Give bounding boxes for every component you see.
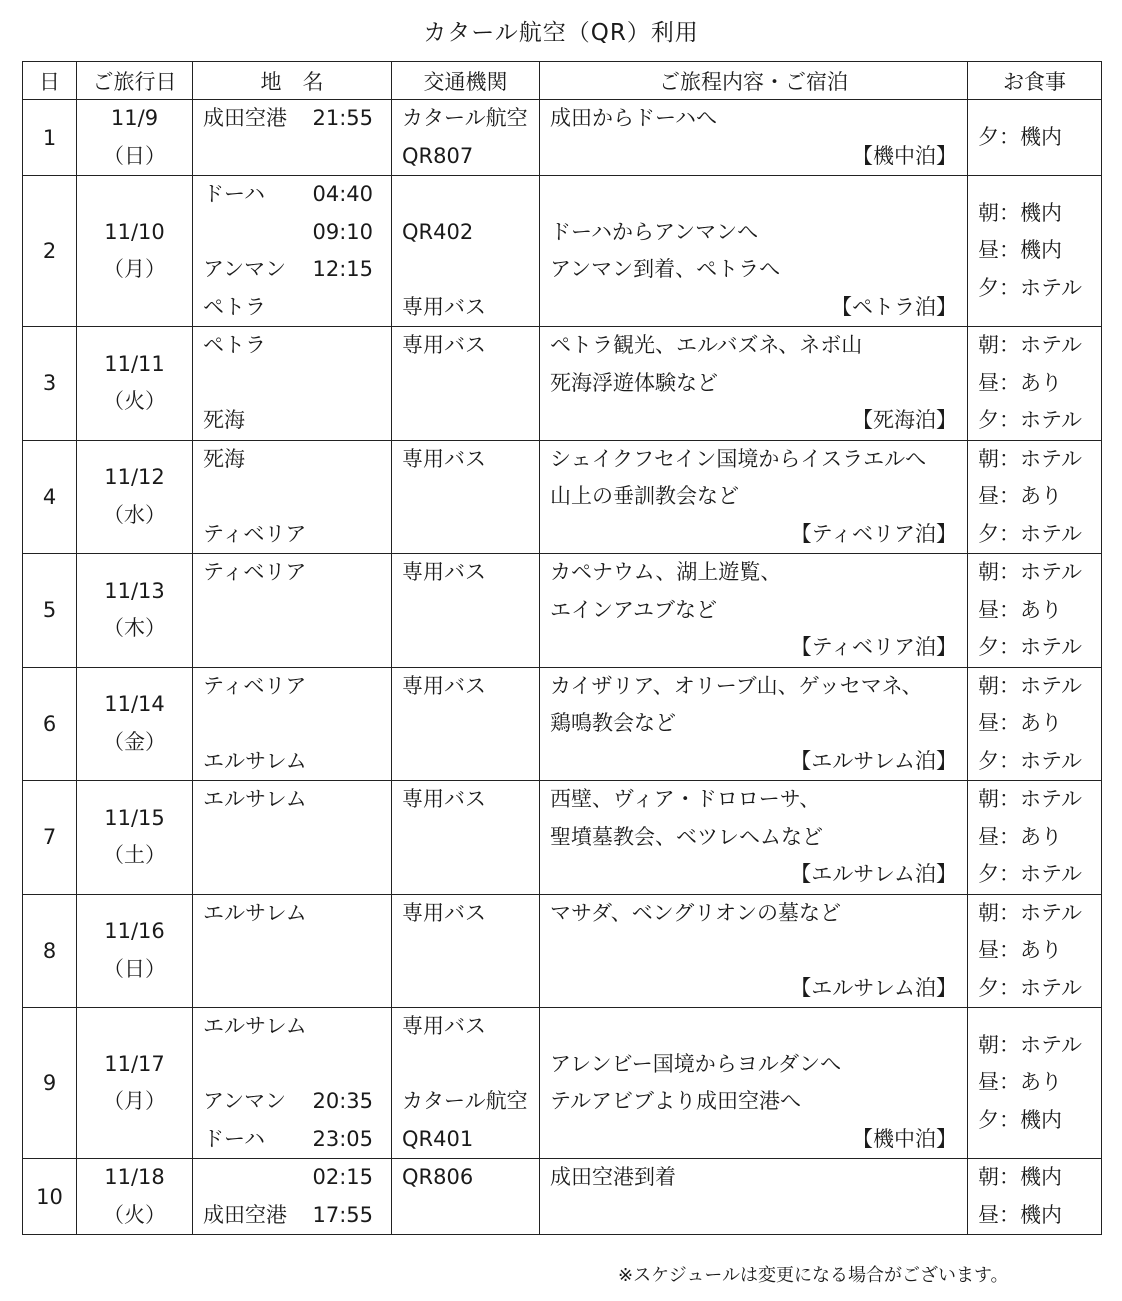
date-line: （月） bbox=[103, 257, 166, 281]
transport-cell bbox=[392, 100, 540, 176]
meal-line: 昼：あり bbox=[978, 711, 1062, 735]
place-name: ティベリア bbox=[203, 521, 307, 546]
transport-cell bbox=[392, 1008, 540, 1159]
meal-line: 夕：機内 bbox=[978, 124, 1062, 149]
place-time: 23:05 bbox=[312, 1126, 373, 1151]
transport-line: QR402 bbox=[402, 219, 474, 244]
travel-date-cell bbox=[77, 176, 193, 327]
place-line bbox=[203, 1046, 373, 1084]
place-name: アンマン bbox=[203, 1089, 287, 1113]
travel-date bbox=[77, 1046, 192, 1121]
place-line bbox=[203, 895, 373, 933]
transport-line bbox=[402, 970, 529, 1008]
transport-line: 専用バス bbox=[402, 446, 486, 471]
place-cell bbox=[193, 781, 392, 895]
transport-line bbox=[402, 705, 529, 743]
transport-line: QR807 bbox=[402, 143, 474, 168]
transport-line: QR401 bbox=[402, 1126, 474, 1151]
place-cell bbox=[193, 1159, 392, 1235]
meal-line: 夕：ホテル bbox=[978, 275, 1082, 300]
meal-line: 朝：ホテル bbox=[978, 900, 1082, 925]
transport-line bbox=[402, 365, 529, 403]
transport-line bbox=[402, 478, 529, 516]
place-line bbox=[203, 1197, 373, 1235]
meal-line: 朝：ホテル bbox=[978, 1032, 1082, 1057]
travel-date bbox=[77, 573, 192, 648]
meal-line: 夕：ホテル bbox=[978, 975, 1082, 1000]
place-cell bbox=[193, 176, 392, 327]
place-time: 17:55 bbox=[312, 1202, 373, 1227]
place-line bbox=[203, 554, 373, 592]
meal-line: 昼：あり bbox=[978, 938, 1062, 962]
travel-date-cell bbox=[77, 894, 193, 1008]
table-row bbox=[23, 176, 1102, 327]
meal-line: 昼：あり bbox=[978, 1070, 1062, 1095]
transport-list bbox=[392, 327, 539, 440]
table-row bbox=[23, 440, 1102, 554]
place-name: アンマン bbox=[203, 257, 287, 281]
lodging-label: 【エルサレム泊】 bbox=[790, 862, 957, 886]
travel-date bbox=[77, 100, 192, 175]
travel-date bbox=[77, 459, 192, 534]
itinerary-cell bbox=[540, 176, 968, 327]
meal-line: 昼：あり bbox=[978, 370, 1062, 395]
schedule-footnote: ※スケジュールは変更になる場合がございます。 bbox=[618, 1265, 1009, 1286]
date-line: （日） bbox=[103, 956, 166, 981]
meal-line: 朝：ホテル bbox=[978, 333, 1082, 357]
meal-line: 昼：あり bbox=[978, 597, 1062, 622]
place-time: 09:10 bbox=[312, 219, 373, 244]
lodging-label: 【エルサレム泊】 bbox=[790, 975, 957, 1000]
lodging-label: 【エルサレム泊】 bbox=[790, 748, 957, 773]
meal-line: 夕：ホテル bbox=[978, 862, 1082, 886]
transport-list bbox=[392, 781, 539, 894]
travel-date-cell bbox=[77, 1008, 193, 1159]
place-line bbox=[203, 629, 373, 667]
transport-line bbox=[402, 1197, 529, 1235]
meals-list bbox=[968, 895, 1101, 1008]
place-line bbox=[203, 516, 373, 554]
day-number: 8 bbox=[23, 894, 77, 1008]
travel-date-cell bbox=[77, 100, 193, 176]
table-row bbox=[23, 1008, 1102, 1159]
transport-list bbox=[392, 1159, 539, 1234]
transport-line: 専用バス bbox=[402, 1014, 486, 1038]
meals-list bbox=[968, 668, 1101, 781]
itinerary-line: ペトラ観光、エルバズネ、ネボ山 bbox=[550, 333, 863, 357]
place-line bbox=[203, 100, 373, 138]
itinerary-line: 成田からドーハへ bbox=[550, 106, 717, 130]
place-line bbox=[203, 1083, 373, 1121]
transport-line: 専用バス bbox=[402, 787, 486, 811]
travel-date-cell bbox=[77, 781, 193, 895]
place-time: 21:55 bbox=[312, 106, 373, 130]
meals-cell bbox=[968, 100, 1102, 176]
meal-line: 昼：機内 bbox=[978, 1202, 1062, 1227]
itinerary-cell bbox=[540, 440, 968, 554]
place-line bbox=[203, 1008, 373, 1046]
table-row bbox=[23, 667, 1102, 781]
itinerary-content bbox=[540, 100, 967, 175]
transport-cell bbox=[392, 554, 540, 668]
meal-line: 昼：あり bbox=[978, 824, 1062, 849]
transport-line: 専用バス bbox=[402, 560, 486, 584]
place-name: ティベリア bbox=[203, 560, 307, 584]
meal-line: 朝：機内 bbox=[978, 200, 1062, 225]
lodging-label: 【機中泊】 bbox=[852, 1126, 957, 1151]
place-line bbox=[203, 781, 373, 819]
travel-date bbox=[77, 800, 192, 875]
place-list bbox=[193, 895, 391, 1008]
place-list bbox=[193, 176, 391, 326]
itinerary-line: アレンビー国境からヨルダンへ bbox=[550, 1051, 842, 1076]
date-line: （土） bbox=[103, 843, 166, 868]
place-line bbox=[203, 251, 373, 289]
table-row bbox=[23, 554, 1102, 668]
meals-cell bbox=[968, 176, 1102, 327]
meals-cell bbox=[968, 440, 1102, 554]
lodging-label: 【ペトラ泊】 bbox=[831, 294, 957, 319]
date-line: 11/13 bbox=[104, 578, 165, 603]
date-line: （月） bbox=[103, 1089, 166, 1113]
itinerary-cell bbox=[540, 667, 968, 781]
transport-line: 専用バス bbox=[402, 294, 486, 319]
itinerary-body bbox=[23, 100, 1102, 1235]
lodging-label bbox=[550, 1197, 957, 1235]
meal-line: 夕：ホテル bbox=[978, 408, 1082, 432]
lodging-label: 【死海泊】 bbox=[852, 408, 957, 432]
itinerary-content bbox=[540, 668, 967, 781]
meals-list bbox=[968, 554, 1101, 667]
place-line bbox=[203, 365, 373, 403]
itinerary-line: シェイクフセイン国境からイスラエルへ bbox=[550, 446, 927, 471]
meals-list bbox=[968, 1027, 1101, 1140]
place-name: ティベリア bbox=[203, 673, 307, 698]
itinerary-content bbox=[540, 895, 967, 1008]
day-number: 5 bbox=[23, 554, 77, 668]
place-time: 02:15 bbox=[312, 1165, 373, 1189]
place-cell bbox=[193, 1008, 392, 1159]
meals-cell bbox=[968, 554, 1102, 668]
meals-cell bbox=[968, 781, 1102, 895]
itinerary-line: カイザリア、オリーブ山、ゲッセマネ、 bbox=[550, 673, 923, 698]
table-row bbox=[23, 894, 1102, 1008]
travel-date bbox=[77, 686, 192, 761]
transport-list bbox=[392, 554, 539, 667]
day-number: 4 bbox=[23, 440, 77, 554]
table-row bbox=[23, 100, 1102, 176]
transport-list bbox=[392, 895, 539, 1008]
date-line: 11/14 bbox=[104, 692, 165, 717]
place-line bbox=[203, 1159, 373, 1197]
meal-line: 朝：ホテル bbox=[978, 673, 1082, 698]
day-number: 2 bbox=[23, 176, 77, 327]
place-line bbox=[203, 970, 373, 1008]
header-place: 地 名 bbox=[193, 62, 392, 100]
meal-line: 朝：機内 bbox=[978, 1165, 1062, 1189]
date-line: 11/10 bbox=[104, 219, 165, 244]
itinerary-cell bbox=[540, 100, 968, 176]
transport-cell bbox=[392, 667, 540, 781]
travel-date bbox=[77, 913, 192, 988]
place-line bbox=[203, 743, 373, 781]
meal-line: 夕：ホテル bbox=[978, 748, 1082, 773]
place-name: エルサレム bbox=[203, 787, 307, 811]
itinerary-line: カペナウム、湖上遊覧、 bbox=[550, 560, 782, 584]
day-number: 7 bbox=[23, 781, 77, 895]
place-line bbox=[203, 668, 373, 706]
itinerary-line: 西壁、ヴィア・ドロローサ、 bbox=[550, 787, 821, 811]
header-date: ご旅行日 bbox=[77, 62, 193, 100]
place-list bbox=[193, 1159, 391, 1234]
date-line: 11/11 bbox=[104, 351, 165, 376]
place-line bbox=[203, 478, 373, 516]
itinerary-line: 成田空港到着 bbox=[550, 1165, 676, 1189]
itinerary-cell bbox=[540, 327, 968, 441]
place-list bbox=[193, 1008, 391, 1158]
meal-line: 朝：ホテル bbox=[978, 446, 1082, 471]
place-line bbox=[203, 1121, 373, 1159]
place-list bbox=[193, 554, 391, 667]
place-line bbox=[203, 441, 373, 479]
travel-date-cell bbox=[77, 667, 193, 781]
place-line bbox=[203, 402, 373, 440]
itinerary-line: アンマン到着、ペトラへ bbox=[550, 257, 781, 281]
itinerary-line bbox=[550, 176, 957, 214]
lodging-label: 【機中泊】 bbox=[852, 143, 957, 168]
meals-list bbox=[968, 1159, 1101, 1234]
meals-cell bbox=[968, 327, 1102, 441]
itinerary-content bbox=[540, 327, 967, 440]
meals-cell bbox=[968, 1159, 1102, 1235]
page-title: カタール航空（QR）利用 bbox=[423, 20, 699, 46]
travel-date bbox=[77, 214, 192, 289]
meal-line: 朝：ホテル bbox=[978, 787, 1082, 811]
meal-line: 昼：機内 bbox=[978, 238, 1062, 263]
transport-list bbox=[392, 100, 539, 175]
place-line bbox=[203, 856, 373, 894]
itinerary-line bbox=[550, 1008, 957, 1046]
place-time: 04:40 bbox=[312, 182, 373, 206]
place-line bbox=[203, 705, 373, 743]
itinerary-line: マサダ、ベングリオンの墓など bbox=[550, 900, 842, 925]
place-list bbox=[193, 668, 391, 781]
lodging-label: 【ティベリア泊】 bbox=[790, 521, 957, 546]
place-name: エルサレム bbox=[203, 1014, 307, 1038]
transport-line bbox=[402, 1046, 529, 1084]
day-number: 1 bbox=[23, 100, 77, 176]
transport-line: 専用バス bbox=[402, 900, 486, 925]
date-line: 11/16 bbox=[104, 919, 165, 944]
place-list bbox=[193, 100, 391, 175]
transport-list bbox=[392, 441, 539, 554]
meals-list bbox=[968, 441, 1101, 554]
place-cell bbox=[193, 894, 392, 1008]
itinerary-line bbox=[550, 932, 957, 970]
itinerary-content bbox=[540, 1159, 967, 1234]
place-name: エルサレム bbox=[203, 748, 307, 773]
place-name: エルサレム bbox=[203, 900, 307, 925]
transport-cell bbox=[392, 440, 540, 554]
transport-line bbox=[402, 251, 529, 289]
travel-date bbox=[77, 1159, 192, 1234]
place-cell bbox=[193, 554, 392, 668]
place-cell bbox=[193, 327, 392, 441]
transport-line bbox=[402, 856, 529, 894]
meals-list bbox=[968, 195, 1101, 308]
day-number: 3 bbox=[23, 327, 77, 441]
travel-date-cell bbox=[77, 554, 193, 668]
transport-line bbox=[402, 402, 529, 440]
place-name: 成田空港 bbox=[203, 106, 287, 130]
date-line: 11/18 bbox=[104, 1165, 165, 1189]
travel-date-cell bbox=[77, 327, 193, 441]
place-line bbox=[203, 327, 373, 365]
place-name: 成田空港 bbox=[203, 1202, 287, 1227]
transport-line: QR806 bbox=[402, 1165, 474, 1189]
itinerary-line: 山上の垂訓教会など bbox=[550, 484, 739, 508]
place-name: ドーハ bbox=[203, 1126, 265, 1151]
meal-line: 夕：ホテル bbox=[978, 635, 1082, 659]
travel-date-cell bbox=[77, 440, 193, 554]
transport-cell bbox=[392, 176, 540, 327]
date-line: （水） bbox=[103, 502, 166, 527]
itinerary-content bbox=[540, 176, 967, 326]
day-number: 9 bbox=[23, 1008, 77, 1159]
place-line bbox=[203, 214, 373, 252]
itinerary-content bbox=[540, 554, 967, 667]
place-name: ペトラ bbox=[203, 294, 266, 319]
date-line: 11/15 bbox=[104, 805, 165, 830]
meal-line: 昼：あり bbox=[978, 484, 1062, 508]
date-line: （火） bbox=[103, 1202, 166, 1227]
date-line: （木） bbox=[103, 616, 166, 641]
date-line: 11/17 bbox=[104, 1051, 165, 1076]
transport-list bbox=[392, 668, 539, 781]
meal-line: 朝：ホテル bbox=[978, 560, 1082, 584]
transport-line: 専用バス bbox=[402, 333, 486, 357]
place-line bbox=[203, 138, 373, 176]
meals-cell bbox=[968, 667, 1102, 781]
header-day: 日 bbox=[23, 62, 77, 100]
header-itinerary: ご旅程内容・ご宿泊 bbox=[540, 62, 968, 100]
header-row bbox=[23, 62, 1102, 100]
place-time: 12:15 bbox=[312, 257, 373, 281]
transport-list bbox=[392, 176, 539, 326]
itinerary-line: ドーハからアンマンへ bbox=[550, 219, 759, 244]
itinerary-cell bbox=[540, 781, 968, 895]
date-line: 11/9 bbox=[110, 106, 159, 130]
itinerary-cell bbox=[540, 1008, 968, 1159]
header-meals: お食事 bbox=[968, 62, 1102, 100]
place-name: ドーハ bbox=[203, 182, 265, 206]
itinerary-cell bbox=[540, 554, 968, 668]
table-row bbox=[23, 781, 1102, 895]
travel-date-cell bbox=[77, 1159, 193, 1235]
place-list bbox=[193, 441, 391, 554]
place-cell bbox=[193, 440, 392, 554]
meal-line: 夕：機内 bbox=[978, 1107, 1062, 1132]
table-row bbox=[23, 327, 1102, 441]
transport-line bbox=[402, 592, 529, 630]
place-list bbox=[193, 781, 391, 894]
place-cell bbox=[193, 100, 392, 176]
transport-line: 専用バス bbox=[402, 673, 486, 698]
itinerary-line: 鶏鳴教会など bbox=[550, 711, 676, 735]
transport-line bbox=[402, 743, 529, 781]
place-name: ペトラ bbox=[203, 333, 266, 357]
itinerary-content bbox=[540, 441, 967, 554]
place-line bbox=[203, 289, 373, 327]
meals-cell bbox=[968, 1008, 1102, 1159]
itinerary-line: エインアユブなど bbox=[550, 597, 717, 622]
place-name: 死海 bbox=[203, 408, 245, 432]
meals-list bbox=[968, 119, 1101, 157]
place-line bbox=[203, 176, 373, 214]
transport-cell bbox=[392, 894, 540, 1008]
date-line: （火） bbox=[103, 389, 166, 414]
itinerary-cell bbox=[540, 894, 968, 1008]
date-line: 11/12 bbox=[104, 465, 165, 490]
itinerary-cell bbox=[540, 1159, 968, 1235]
itinerary-line: テルアビブより成田空港へ bbox=[550, 1089, 801, 1113]
date-line: （日） bbox=[103, 143, 166, 168]
travel-date bbox=[77, 346, 192, 421]
place-name: 死海 bbox=[203, 446, 245, 471]
transport-cell bbox=[392, 1159, 540, 1235]
day-number: 6 bbox=[23, 667, 77, 781]
table-row bbox=[23, 1159, 1102, 1235]
transport-list bbox=[392, 1008, 539, 1158]
date-line: （金） bbox=[103, 729, 166, 754]
transport-cell bbox=[392, 327, 540, 441]
transport-line bbox=[402, 629, 529, 667]
place-line bbox=[203, 932, 373, 970]
meals-list bbox=[968, 781, 1101, 894]
lodging-label: 【ティベリア泊】 bbox=[790, 635, 957, 659]
transport-line bbox=[402, 516, 529, 554]
meal-line: 夕：ホテル bbox=[978, 521, 1082, 546]
meals-cell bbox=[968, 894, 1102, 1008]
place-list bbox=[193, 327, 391, 440]
itinerary-content bbox=[540, 781, 967, 894]
itinerary-line: 死海浮遊体験など bbox=[550, 370, 718, 395]
itinerary-table bbox=[22, 61, 1102, 1235]
itinerary-line: 聖墳墓教会、ベツレヘムなど bbox=[550, 824, 823, 849]
header-transport: 交通機関 bbox=[392, 62, 540, 100]
itinerary-content bbox=[540, 1008, 967, 1158]
transport-line bbox=[402, 819, 529, 857]
transport-line bbox=[402, 176, 529, 214]
place-cell bbox=[193, 667, 392, 781]
place-line bbox=[203, 819, 373, 857]
day-number: 10 bbox=[23, 1159, 77, 1235]
transport-line: カタール航空 bbox=[402, 1089, 528, 1113]
transport-line bbox=[402, 932, 529, 970]
place-time: 20:35 bbox=[312, 1089, 373, 1113]
meals-list bbox=[968, 327, 1101, 440]
place-line bbox=[203, 592, 373, 630]
transport-cell bbox=[392, 781, 540, 895]
transport-line: カタール航空 bbox=[402, 106, 528, 130]
